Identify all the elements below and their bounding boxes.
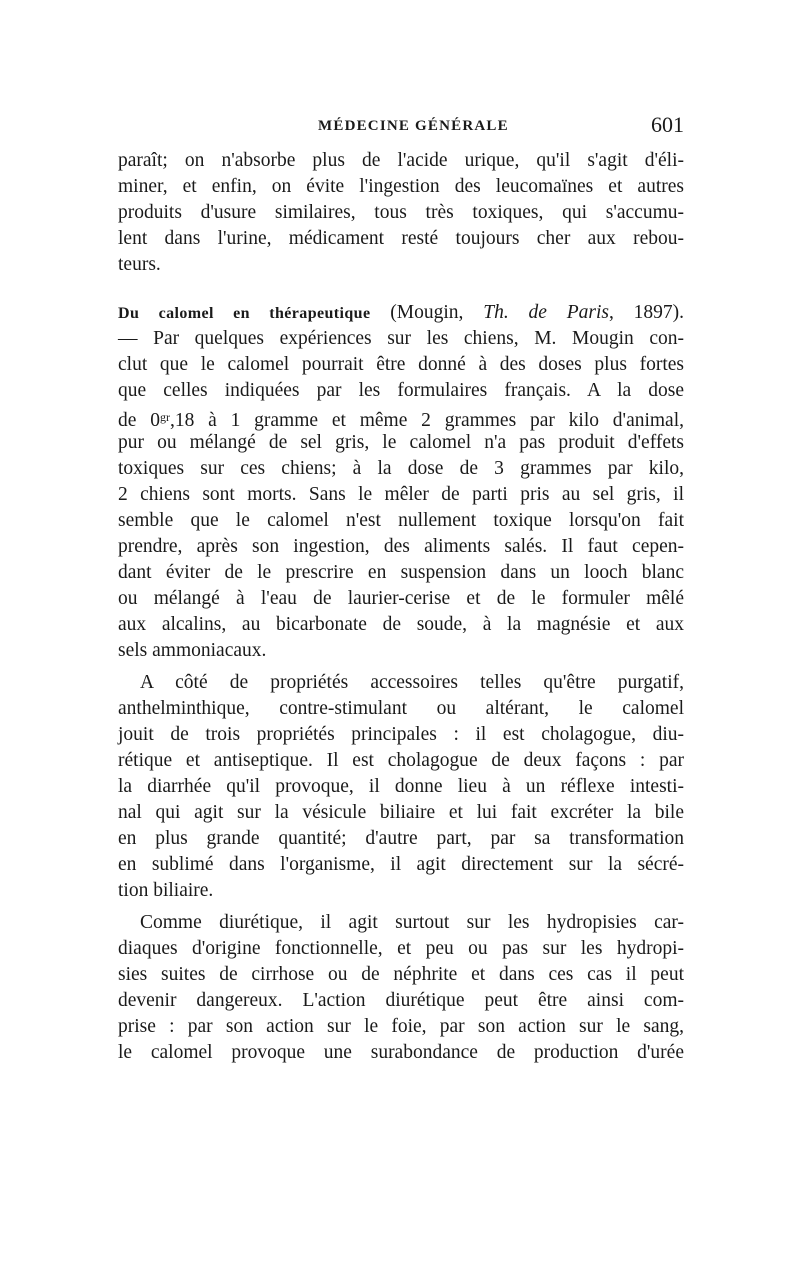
text-line: nal qui agit sur la vésicule biliaire et lui fait excréter la bile: [118, 802, 684, 823]
dose-prefix: de 0: [118, 410, 160, 431]
paragraph-gap: [118, 278, 684, 300]
text-line: que celles indiquées par les formulaires français. A la dose: [118, 380, 684, 401]
text-line: anthelminthique, contre-stimulant ou altérant, le calomel: [118, 698, 684, 719]
text-line: produits d'usure similaires, tous très toxiques, qui s'accumu-: [118, 202, 684, 223]
text-line: en plus grande quantité; d'autre part, par sa transformation: [118, 828, 684, 849]
running-head: [118, 112, 684, 144]
dose-unit: gr: [159, 410, 170, 424]
text-line: aux alcalins, au bicarbonate de soude, à la magnésie et aux: [118, 614, 684, 635]
text-line: rétique et antiseptique. Il est cholagogue de deux façons : par: [118, 750, 684, 771]
body-text: [118, 148, 684, 1066]
text-line: diaques d'origine fonctionnelle, et peu ou pas sur les hydropi-: [118, 938, 684, 959]
dose-rest: ,18 à 1 gramme et même 2 grammes par kilo d'animal,: [169, 410, 685, 431]
running-title: MÉDECINE GÉNÉRALE: [318, 118, 509, 134]
text-line: paraît; on n'absorbe plus de l'acide urique, qu'il s'agit d'éli-: [118, 150, 684, 171]
text-line: prendre, après son ingestion, des aliments salés. Il faut cepen-: [118, 536, 684, 557]
paragraph-diuretic: [118, 910, 684, 1066]
section-calomel: [118, 300, 684, 664]
text-line: devenir dangereux. L'action diurétique peut être ainsi com-: [118, 990, 684, 1011]
text-line: lent dans l'urine, médicament resté toujours cher aux rebou-: [118, 228, 684, 249]
text-line: miner, et enfin, on évite l'ingestion des leucomaïnes et autres: [118, 176, 684, 197]
paragraph-properties: [118, 670, 684, 904]
text-line: jouit de trois propriétés principales : il est cholagogue, diu-: [118, 724, 684, 745]
text-line: tion biliaire.: [118, 880, 214, 901]
section-heading-line: [118, 300, 684, 326]
text-line: teurs.: [118, 254, 161, 275]
text-line: A côté de propriétés accessoires telles qu'être purgatif,: [140, 672, 684, 693]
text-line: Comme diurétique, il agit surtout sur les hydropisies car-: [140, 912, 684, 933]
text-line: clut que le calomel pourrait être donné à des doses plus fortes: [118, 354, 684, 375]
text-line: — Par quelques expériences sur les chiens, M. Mougin con-: [118, 328, 684, 349]
text-line: semble que le calomel n'est nullement toxique lorsqu'on fait: [118, 510, 684, 531]
text-line: en sublimé dans l'organisme, il agit directement sur la sécré-: [118, 854, 684, 875]
text-line: 2 chiens sont morts. Sans le mêler de parti pris au sel gris, il: [118, 484, 684, 505]
text-line: pur ou mélangé de sel gris, le calomel n'a pas produit d'effets: [118, 432, 684, 453]
section-heading: Du calomel en thérapeutique: [118, 305, 371, 322]
paragraph-continuation: [118, 148, 684, 278]
text-line: sies suites de cirrhose ou de néphrite et dans ces cas il peut: [118, 964, 684, 985]
citation-close: , 1897).: [608, 302, 685, 323]
dose-line: [118, 404, 684, 430]
text-line: prise : par son action sur le foie, par son action sur le sang,: [118, 1016, 684, 1037]
text-line: dant éviter de le prescrire en suspension dans un looch blanc: [118, 562, 684, 583]
page-number: 601: [651, 112, 684, 137]
text-line: la diarrhée qu'il provoque, il donne lieu à un réflexe intesti-: [118, 776, 684, 797]
citation-open: (Mougin,: [390, 302, 484, 323]
citation-title: Th. de Paris: [483, 302, 609, 323]
text-line: toxiques sur ces chiens; à la dose de 3 grammes par kilo,: [118, 458, 684, 479]
text-line: le calomel provoque une surabondance de production d'urée: [118, 1042, 684, 1063]
text-line: ou mélangé à l'eau de laurier-cerise et de le formuler mêlé: [118, 588, 684, 609]
text-line: sels ammoniacaux.: [118, 640, 267, 661]
